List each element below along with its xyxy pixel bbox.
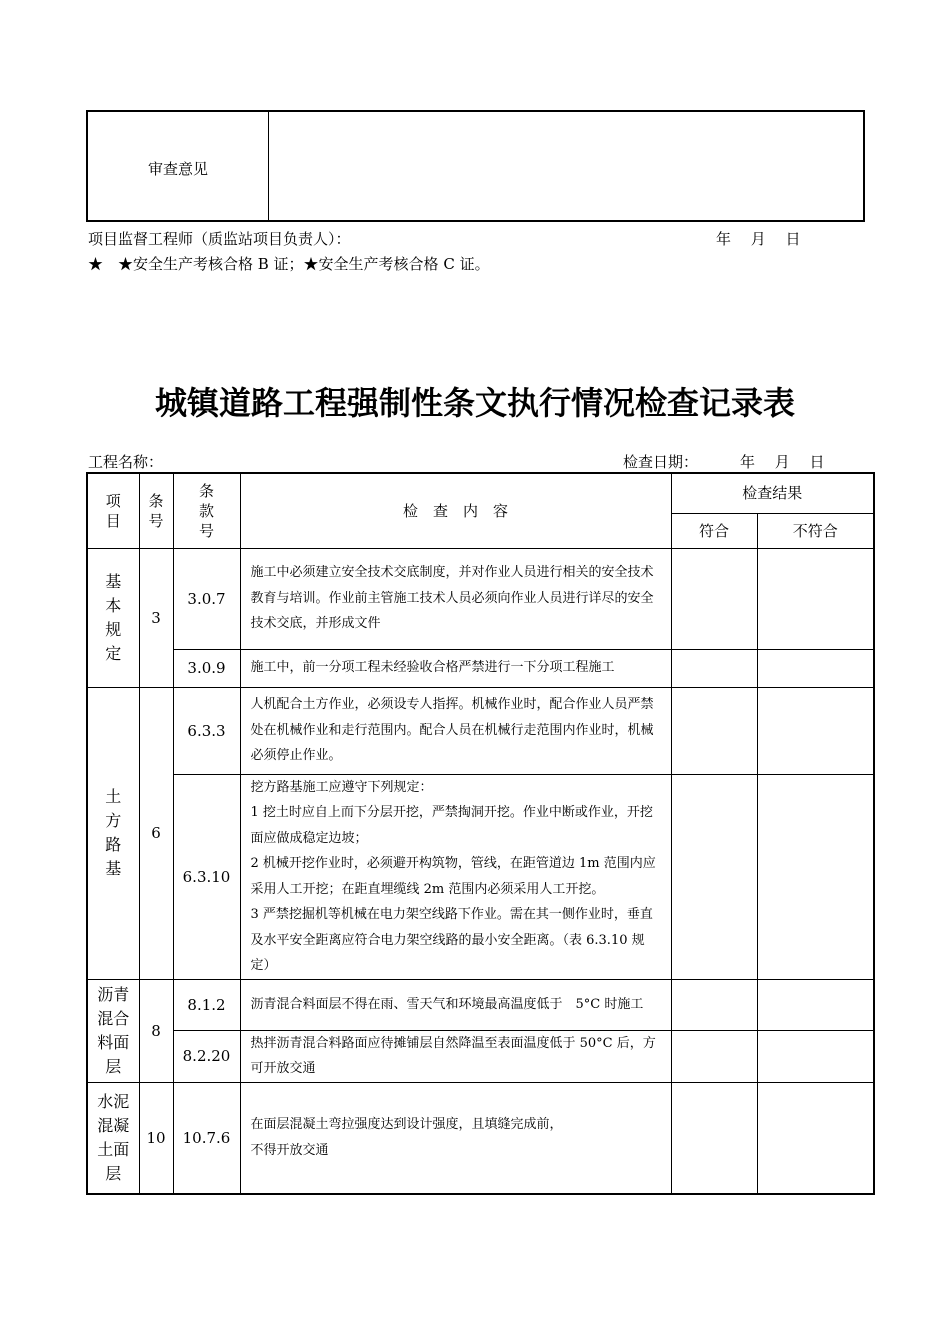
engineer-line: 项目监督工程师（质监站项目负责人）： bbox=[88, 230, 351, 248]
conform-cell[interactable] bbox=[671, 1082, 757, 1194]
check-content: 沥青混合料面层不得在雨、雪天气和环境最高温度低于 5°C 时施工 bbox=[240, 979, 671, 1030]
conform-cell[interactable] bbox=[671, 649, 757, 687]
table-row bbox=[87, 649, 874, 687]
nonconform-cell[interactable] bbox=[757, 1030, 874, 1082]
table-row bbox=[87, 1030, 874, 1082]
table-row bbox=[87, 687, 874, 774]
article-number: 6.3.3 bbox=[173, 687, 240, 774]
group-clause: 8 bbox=[139, 979, 173, 1082]
header-result: 检查结果 bbox=[671, 473, 874, 513]
group-clause: 10 bbox=[139, 1082, 173, 1194]
group-item: 土 方 路 基 bbox=[87, 687, 139, 979]
table-row bbox=[87, 979, 874, 1030]
header-content: 检 查 内 容 bbox=[240, 473, 671, 548]
check-content: 施工中，前一分项工程未经验收合格严禁进行一下分项工程施工 bbox=[240, 649, 671, 687]
header-article: 条 款 号 bbox=[173, 473, 240, 548]
nonconform-cell[interactable] bbox=[757, 774, 874, 979]
nonconform-cell[interactable] bbox=[757, 649, 874, 687]
check-content: 施工中必须建立安全技术交底制度，并对作业人员进行相关的安全技术教育与培训。作业前主管施工技术人员必须向作业人员进行详尽的安全技术交底，并形成文件 bbox=[240, 548, 671, 649]
conform-cell[interactable] bbox=[671, 687, 757, 774]
group-clause: 3 bbox=[139, 548, 173, 687]
group-clause: 6 bbox=[139, 687, 173, 979]
review-date-line: 年 月 日 bbox=[716, 230, 801, 248]
article-number: 10.7.6 bbox=[173, 1082, 240, 1194]
header-item: 项 目 bbox=[87, 473, 139, 548]
check-content: 人机配合土方作业，必须设专人指挥。机械作业时，配合作业人员严禁处在机械作业和走行范围内。配合人员在机械行走范围内作业时，机械必须停止作业。 bbox=[240, 687, 671, 774]
group-item: 水泥 混凝 土面 层 bbox=[87, 1082, 139, 1194]
table-row bbox=[87, 1082, 874, 1194]
check-content: 在面层混凝土弯拉强度达到设计强度，且填缝完成前， 不得开放交通 bbox=[240, 1082, 671, 1194]
conform-cell[interactable] bbox=[671, 979, 757, 1030]
check-date-value: 年 月 日 bbox=[740, 453, 825, 471]
header-conform: 符合 bbox=[671, 513, 757, 548]
conform-cell[interactable] bbox=[671, 1030, 757, 1082]
review-divider bbox=[268, 112, 269, 220]
article-number: 8.1.2 bbox=[173, 979, 240, 1030]
article-number: 6.3.10 bbox=[173, 774, 240, 979]
header-clause: 条 号 bbox=[139, 473, 173, 548]
check-content: 热拌沥青混合料路面应待摊铺层自然降温至表面温度低于 50°C 后，方可开放交通 bbox=[240, 1030, 671, 1082]
article-number: 3.0.9 bbox=[173, 649, 240, 687]
project-name-label: 工程名称： bbox=[88, 453, 164, 471]
inspection-table bbox=[86, 472, 875, 1195]
group-item: 基 本 规 定 bbox=[87, 548, 139, 687]
conform-cell[interactable] bbox=[671, 548, 757, 649]
conform-cell[interactable] bbox=[671, 774, 757, 979]
nonconform-cell[interactable] bbox=[757, 1082, 874, 1194]
table-row bbox=[87, 548, 874, 649]
check-content: 挖方路基施工应遵守下列规定： 1 挖土时应自上而下分层开挖，严禁掏洞开挖。作业中断或作业，开挖面应做成稳定边坡； 2 机械开挖作业时，必须避开构筑物，管线，在距管道边 1m 范围内应采用人工开挖；在距直埋缆线 2m 范围内必须采用人工开挖。 3 严禁挖掘机等机械在电力架空线路下作业。需在其一侧作业时，垂直及水平安全距离应符合电力架空线路的最小安全距离。（表 6.3.10 规定） bbox=[240, 774, 671, 979]
group-item: 沥青 混合 料面 层 bbox=[87, 979, 139, 1082]
nonconform-cell[interactable] bbox=[757, 687, 874, 774]
article-number: 3.0.7 bbox=[173, 548, 240, 649]
check-date-label: 检查日期： bbox=[623, 453, 699, 471]
header-nonconform: 不符合 bbox=[757, 513, 874, 548]
nonconform-cell[interactable] bbox=[757, 979, 874, 1030]
article-number: 8.2.20 bbox=[173, 1030, 240, 1082]
certificate-note: ★ ★安全生产考核合格 B 证；★安全生产考核合格 C 证。 bbox=[88, 255, 490, 273]
review-box bbox=[86, 110, 865, 222]
table-row bbox=[87, 774, 874, 979]
page-title: 城镇道路工程强制性条文执行情况检查记录表 bbox=[154, 384, 795, 422]
nonconform-cell[interactable] bbox=[757, 548, 874, 649]
review-label: 审查意见 bbox=[147, 160, 208, 178]
